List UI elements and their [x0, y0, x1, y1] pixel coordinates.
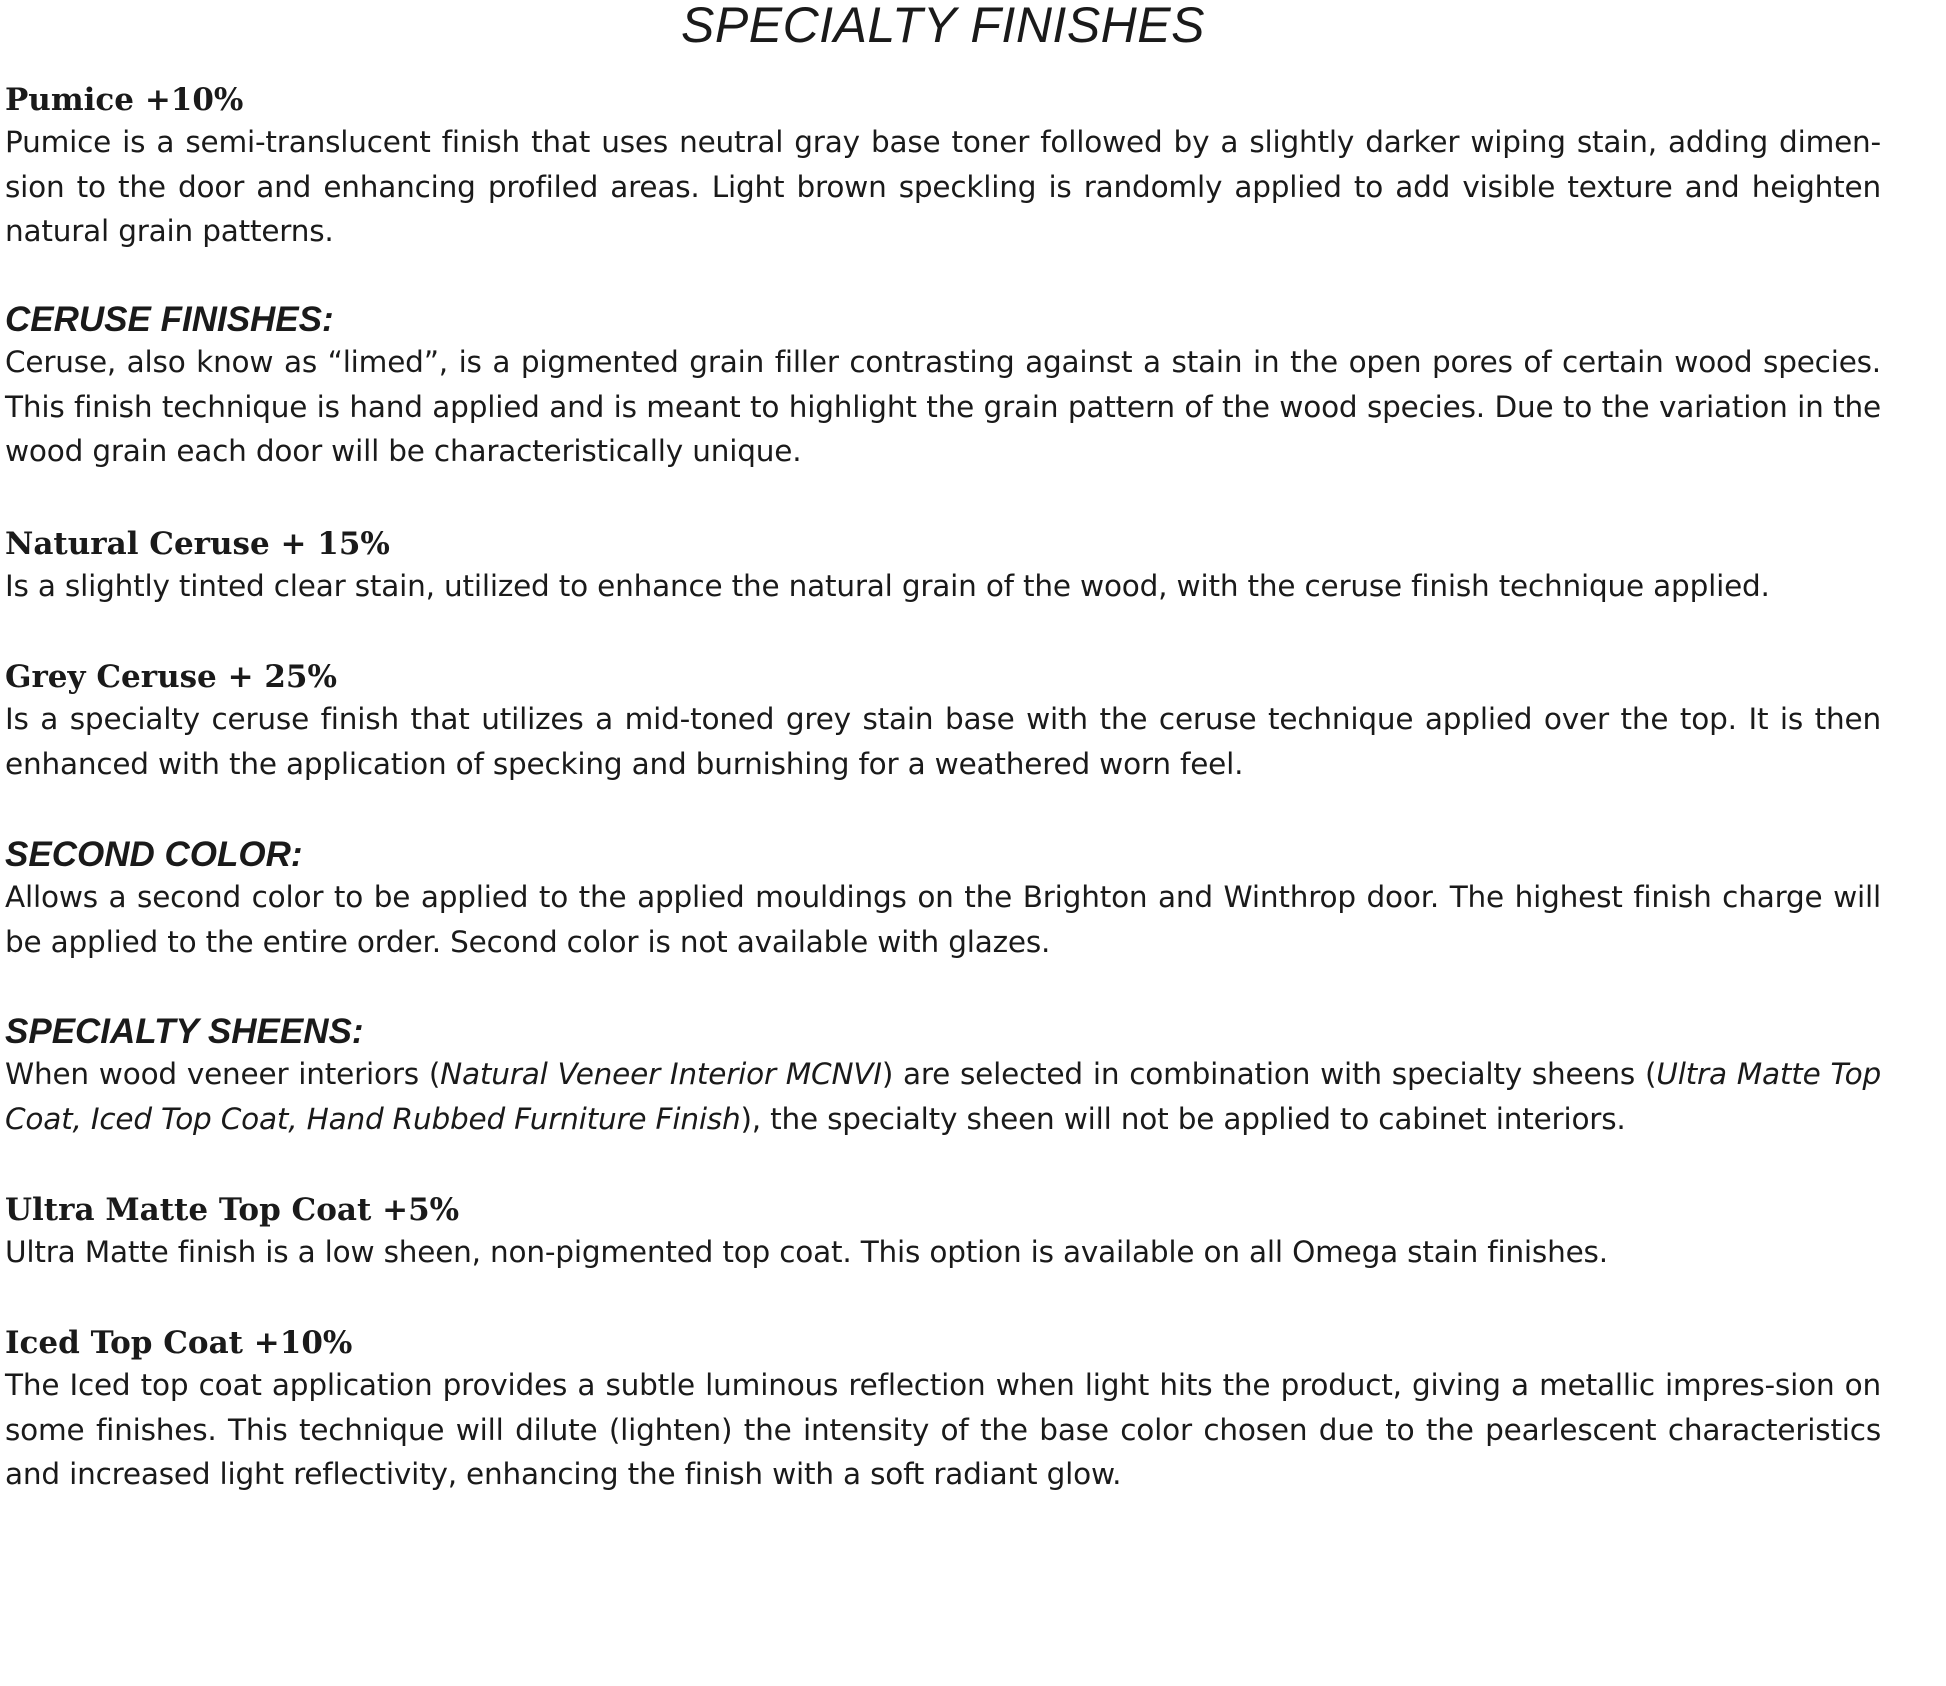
- section-ceruse-finishes: [5, 300, 1881, 474]
- section-heading: SPECIALTY SHEENS:: [5, 1012, 364, 1051]
- section-body: Allows a second color to be applied to the applied mouldings on the Brighton and Winthrop door. The highest finish charge will be applied to the entire order. Second color is not available with glazes.: [5, 880, 1881, 959]
- body-italic-text: Natural Veneer Interior MCNVI: [440, 1057, 882, 1091]
- body-text: ) are selected in combination with specialty sheens (: [881, 1057, 1657, 1091]
- section-heading: Ultra Matte Top Coat +5%: [5, 1192, 460, 1228]
- section-iced-top-coat: [5, 1323, 1881, 1497]
- section-second-color: [5, 835, 1881, 964]
- section-body: Is a slightly tinted clear stain, utilized to enhance the natural grain of the wood, with the ceruse finish technique applied.: [5, 569, 1770, 603]
- page-title: SPECIALTY FINISHES: [681, 0, 1205, 53]
- document-page: [5, 0, 1882, 1491]
- section-body: Ultra Matte finish is a low sheen, non-pigmented top coat. This option is available on all Omega stain finishes.: [5, 1235, 1608, 1269]
- section-heading: Natural Ceruse + 15%: [5, 526, 390, 562]
- body-italic-text: Ultra Matte Top Coat, Iced Top Coat, Hand Rubbed Furniture Finish: [5, 1057, 1882, 1136]
- body-text: ), the specialty sheen will not be applied to cabinet interiors.: [740, 1101, 1626, 1136]
- section-heading: CERUSE FINISHES:: [5, 300, 334, 339]
- section-heading: Pumice +10%: [5, 82, 244, 118]
- section-specialty-sheens: [5, 1012, 1881, 1141]
- section-pumice: [5, 80, 1881, 254]
- section-body: Is a specialty ceruse finish that utilizes a mid-toned grey stain base with the ceruse technique applied over the top. It is then enhanced with the application of specking and burnishing for a weathered worn feel.: [5, 702, 1881, 781]
- section-ultra-matte: [5, 1190, 1881, 1275]
- section-heading: Grey Ceruse + 25%: [5, 659, 337, 695]
- section-heading: SECOND COLOR:: [5, 835, 303, 874]
- section-body: Pumice is a semi-translucent finish that uses neutral gray base toner followed by a slightly darker wiping stain, adding dimen-sion to the door and enhancing profiled areas. Light brown speckling is randomly applied to add visible texture and heighten natural grain patterns.: [5, 125, 1881, 248]
- section-heading: Iced Top Coat +10%: [5, 1325, 353, 1361]
- section-natural-ceruse: [5, 524, 1881, 609]
- section-body: [5, 1052, 1881, 1141]
- body-text: When wood veneer interiors (: [5, 1057, 441, 1091]
- section-grey-ceruse: [5, 657, 1881, 786]
- section-body: Ceruse, also know as “limed”, is a pigmented grain filler contrasting against a stain in the open pores of certain wood species. This finish technique is hand applied and is meant to highlight the grain pattern of the wood species. Due to the variation in the wood grain each door will be characteristically unique.: [5, 345, 1881, 468]
- section-body: The Iced top coat application provides a subtle luminous reflection when light hits the product, giving a metallic impres-sion on some finishes. This technique will dilute (lighten) the intensity of the base color chosen due to the pearlescent characteristics and increased light reflectivity, enhancing the finish with a soft radiant glow.: [5, 1368, 1881, 1491]
